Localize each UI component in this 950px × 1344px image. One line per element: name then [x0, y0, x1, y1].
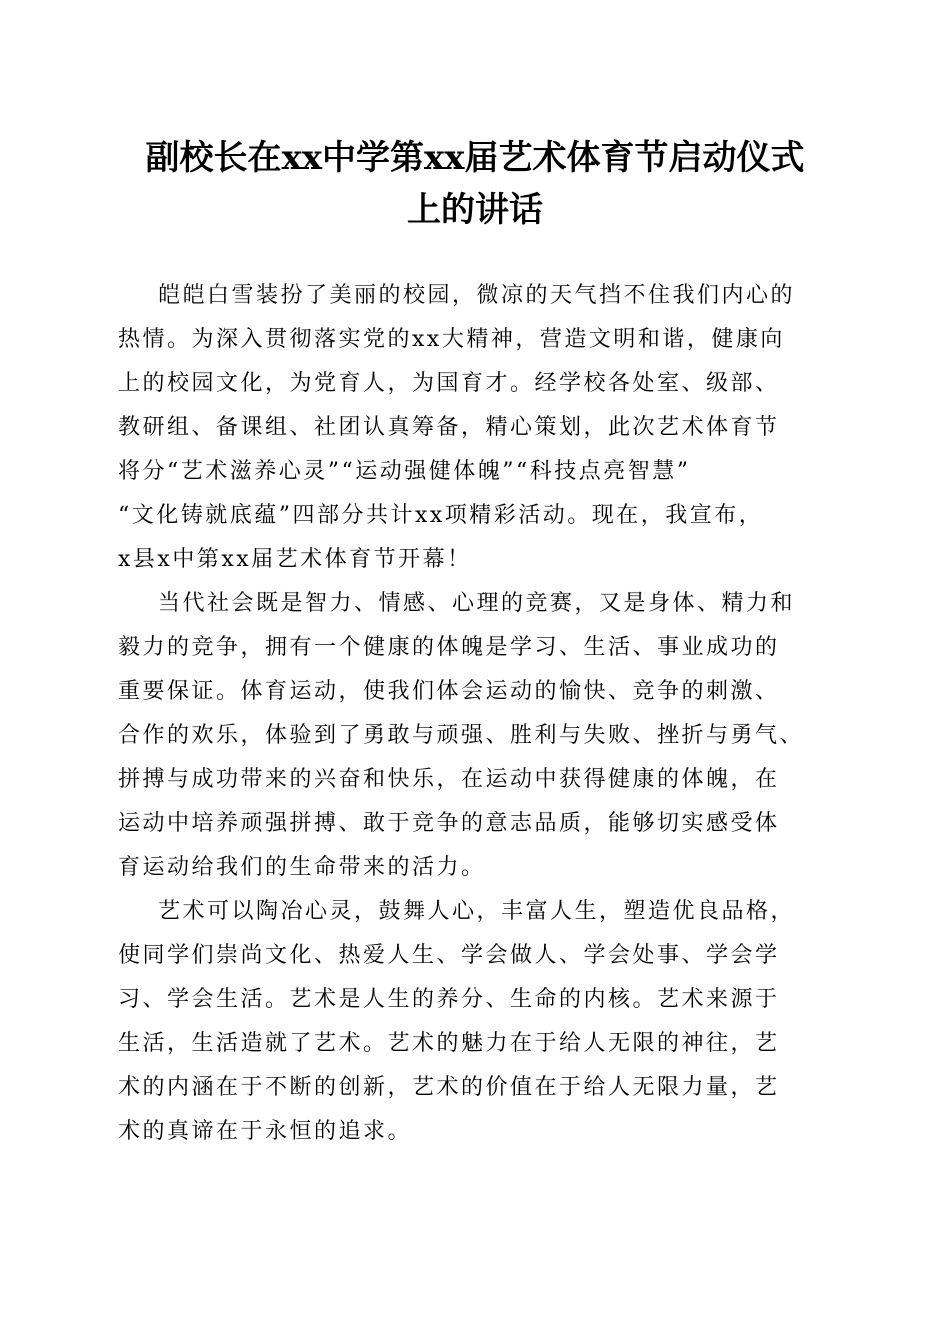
document-body — [118, 274, 838, 1154]
paragraph-line: 当代社会既是智力、情感、心理的竞赛，又是身体、精力和 — [158, 591, 796, 616]
paragraph-line: 使同学们崇尚文化、热爱人生、学会做人、学会处事、学会学 — [118, 943, 780, 968]
paragraph-line: x县x中第xx届艺术体育节开幕！ — [118, 547, 472, 572]
paragraph-3 — [118, 890, 838, 1154]
paragraph-1 — [118, 274, 838, 582]
paragraph-line: 术的内涵在于不断的创新，艺术的价值在于给人无限力量，艺 — [118, 1075, 780, 1100]
paragraph-line: 上的校园文化，为党育人，为国育才。经学校各处室、级部、 — [118, 371, 780, 396]
title-line-1: 副校长在xx中学第xx届艺术体育节启动仪式 — [145, 138, 805, 178]
title-line-2: 上的讲话 — [407, 190, 543, 230]
paragraph-line: 教研组、备课组、社团认真筹备，精心策划，此次艺术体育节 — [118, 415, 780, 440]
paragraph-line: 育运动给我们的生命带来的活力。 — [118, 855, 486, 880]
paragraph-line: 习、学会生活。艺术是人生的养分、生命的内核。艺术来源于 — [118, 987, 780, 1012]
paragraph-line: 热情。为深入贯彻落实党的xx大精神，营造文明和谐，健康向 — [118, 327, 785, 352]
paragraph-line: 重要保证。体育运动，使我们体会运动的愉快、竞争的刺激、 — [118, 679, 780, 704]
paragraph-line: 术的真谛在于永恒的追求。 — [118, 1119, 413, 1144]
paragraph-line: 运动中培养顽强拼搏、敢于竞争的意志品质，能够切实感受体 — [118, 811, 780, 836]
paragraph-line: 生活，生活造就了艺术。艺术的魅力在于给人无限的神往，艺 — [118, 1031, 780, 1056]
paragraph-line: 皑皑白雪装扮了美丽的校园，微凉的天气挡不住我们内心的 — [158, 283, 796, 308]
paragraph-line: “文化铸就底蕴”四部分共计xx项精彩活动。现在，我宣布， — [118, 503, 764, 528]
paragraph-2 — [118, 582, 838, 890]
page-title — [110, 132, 840, 236]
paragraph-line: 毅力的竞争，拥有一个健康的体魄是学习、生活、事业成功的 — [118, 635, 780, 660]
paragraph-line: 合作的欢乐，体验到了勇敢与顽强、胜利与失败、挫折与勇气、 — [118, 723, 805, 748]
paragraph-line: 拼搏与成功带来的兴奋和快乐，在运动中获得健康的体魄，在 — [118, 767, 780, 792]
paragraph-line: 艺术可以陶冶心灵，鼓舞人心，丰富人生，塑造优良品格， — [158, 899, 796, 924]
paragraph-line: 将分“艺术滋养心灵”“运动强健体魄”“科技点亮智慧” — [118, 459, 691, 484]
